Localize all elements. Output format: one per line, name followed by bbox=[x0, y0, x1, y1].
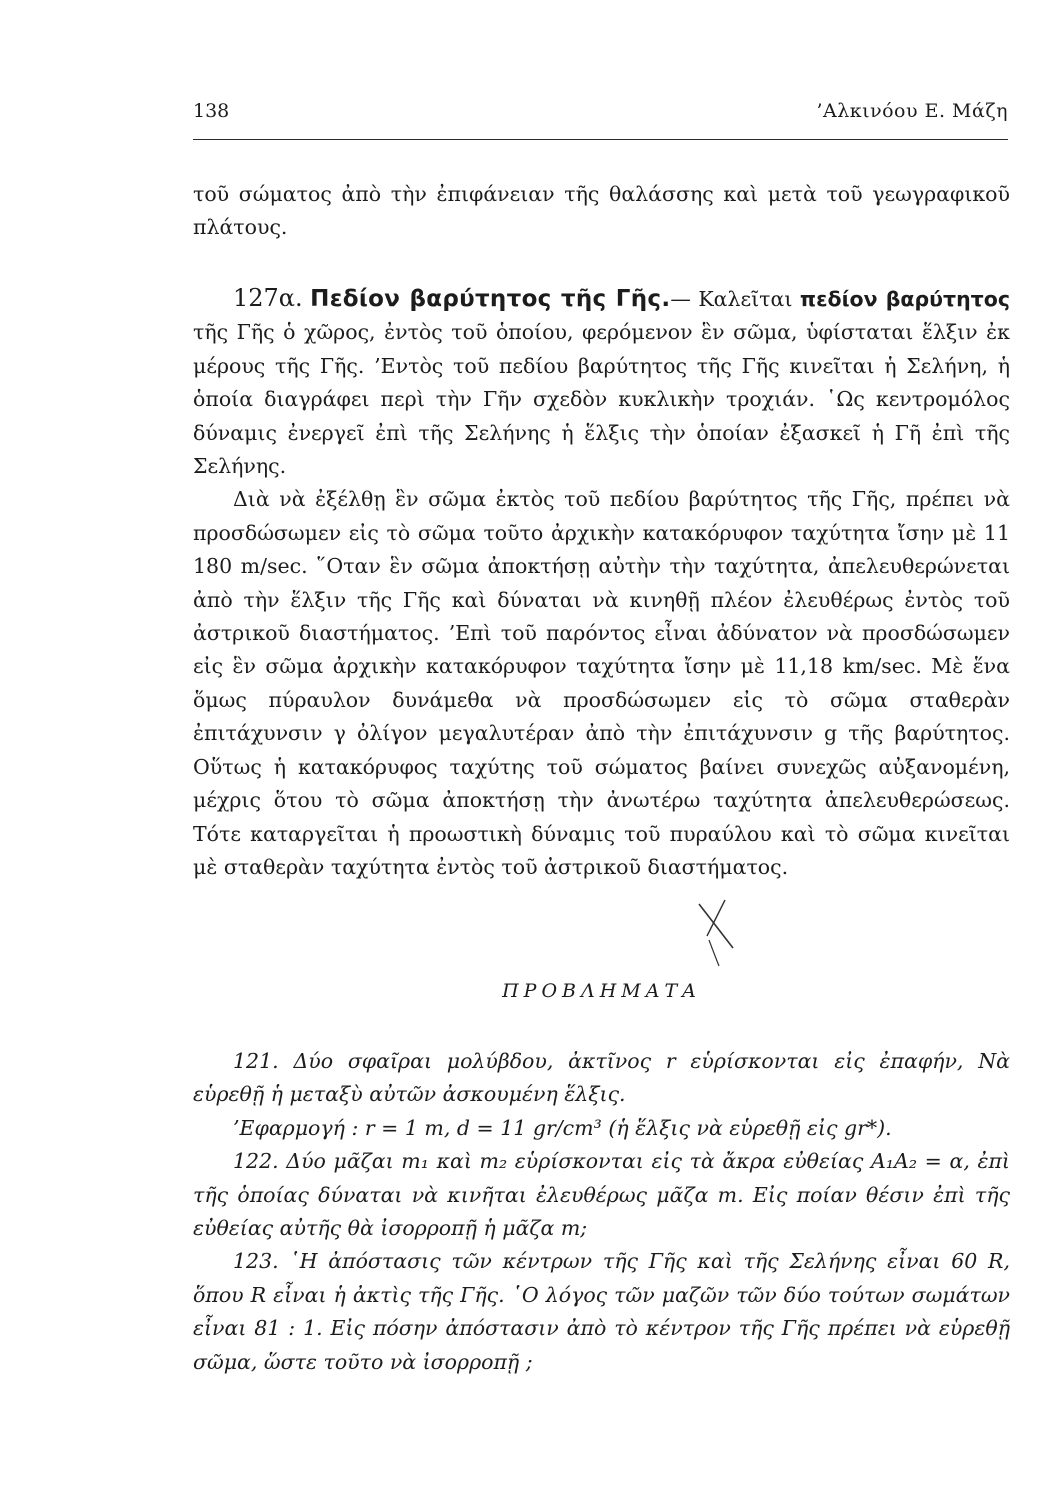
intro-paragraph bbox=[193, 178, 1010, 245]
section-term: πεδίον βαρύτητος bbox=[799, 287, 1010, 311]
section-paragraph-1 bbox=[193, 282, 1010, 483]
problem-123 bbox=[193, 1245, 1010, 1379]
page-header bbox=[193, 100, 1008, 130]
problem-number: 122. bbox=[233, 1149, 279, 1174]
problem-number: 121. bbox=[233, 1049, 279, 1073]
problem-text: Δύο μᾶζαι m₁ καὶ m₂ εὑρίσκονται εἰς τὰ ἄκρα εὐθείας A₁A₂ = α, ἐπὶ τῆς ὁποίας δύναται νὰ κινῆται ἐλευθέρως μᾶζα m. Εἰς ποίαν θέσιν ἐπὶ τῆς εὐθείας αὐτῆς θὰ ἰσορροπῇ ἡ μᾶζα m; bbox=[193, 1149, 1010, 1241]
section-127a bbox=[193, 282, 1010, 884]
intro-text: τοῦ σώματος ἀπὸ τὴν ἐπιφάνειαν τῆς θαλάσσης καὶ μετὰ τοῦ γεωγραφικοῦ πλάτους. bbox=[193, 182, 1010, 240]
problem-122 bbox=[193, 1145, 1010, 1245]
problems-list bbox=[193, 1045, 1010, 1379]
problems-heading: ΠΡΟΒΛΗΜΑΤΑ bbox=[502, 980, 701, 1002]
problem-number: 123. bbox=[233, 1249, 279, 1274]
problem-121 bbox=[193, 1045, 1010, 1112]
page-number: 138 bbox=[193, 100, 230, 122]
pencil-mark bbox=[695, 896, 739, 968]
section-text-b: τῆς Γῆς ὁ χῶρος, ἐντὸς τοῦ ὁποίου, φερόμενον ἓν σῶμα, ὑφίσταται ἕλξιν ἐκ μέρους τῆς Γῆς. ’Εντὸς τοῦ πεδίου βαρύτητος τῆς Γῆς κινεῖται ἡ Σελήνη, ἡ ὁποία διαγράφει περὶ τὴν Γῆν σχεδὸν κυκλικὴν τροχιάν. ῾Ως κεντρομόλος δύναμις ἐνεργεῖ ἐπὶ τῆς Σελήνης ἡ ἕλξις τὴν ὁποίαν ἐξασκεῖ ἡ Γῆ ἐπὶ τῆς Σελήνης. bbox=[193, 320, 1010, 479]
problem-121-application: ’Εφαρμογή : r = 1 m, d = 11 gr/cm³ (ἡ ἕλξις νὰ εὑρεθῇ εἰς gr*). bbox=[233, 1115, 892, 1140]
problem-text: ῾Η ἀπόστασις τῶν κέντρων τῆς Γῆς καὶ τῆς Σελήνης εἶναι 60 R, ὅπου R εἶναι ἡ ἀκτὶς τῆς Γῆς. ῾Ο λόγος τῶν μαζῶν τῶν δύο τούτων σωμάτων εἶναι 81 : 1. Εἰς πόσην ἀπόστασιν ἀπὸ τὸ κέντρον τῆς Γῆς πρέπει νὰ εὑρεθῇ σῶμα, ὥστε τοῦτο νὰ ἰσορροπῇ ; bbox=[193, 1249, 1010, 1374]
section-paragraph-2: Διὰ νὰ ἐξέλθῃ ἓν σῶμα ἐκτὸς τοῦ πεδίου βαρύτητος τῆς Γῆς, πρέπει νὰ προσδώσωμεν εἰς τὸ σῶμα τοῦτο ἀρχικὴν κατακόρυφον ταχύτητα ἴσην μὲ 11 180 m/sec. ῞Οταν ἓν σῶμα ἀποκτήσῃ αὐτὴν τὴν ταχύτητα, ἀπελευθερώνεται ἀπὸ τὴν ἕλξιν τῆς Γῆς καὶ δύναται νὰ κινηθῇ πλέον ἐλευθέρως ἐντὸς τοῦ ἀστρικοῦ διαστήματος. ’Επὶ τοῦ παρόντος εἶναι ἀδύνατον νὰ προσδώσωμεν εἰς ἓν σῶμα ἀρχικὴν κατακόρυφον ταχύτητα ἴσην μὲ 11,18 km/sec. Μὲ ἕνα ὅμως πύραυλον δυνάμεθα νὰ προσδώσωμεν εἰς τὸ σῶμα σταθερὰν ἐπιτάχυνσιν γ ὀλίγον μεγαλυτέραν ἀπὸ τὴν ἐπιτάχυνσιν g τῆς βαρύτητος. Οὕτως ἡ κατακόρυφος ταχύτης τοῦ σώματος βαίνει συνεχῶς αὐξανομένη, μέχρις ὅτου τὸ σῶμα ἀποκτήσῃ τὴν ἀνωτέρω ταχύτητα ἀπελευθερώσεως. Τότε καταργεῖται ἡ προωστικὴ δύναμις τοῦ πυραύλου καὶ τὸ σῶμα κινεῖται μὲ σταθερὰν ταχύτητα ἐντὸς τοῦ ἀστρικοῦ διαστήματος. bbox=[193, 487, 1010, 879]
header-rule bbox=[193, 139, 1008, 140]
section-number: 127α. bbox=[233, 284, 303, 312]
running-head-author: ’Αλκινόου Ε. Μάζη bbox=[816, 100, 1008, 122]
section-text-a: Καλεῖται bbox=[690, 287, 800, 311]
section-title: Πεδίον βαρύτητος τῆς Γῆς. bbox=[310, 286, 671, 312]
section-dash: — bbox=[670, 287, 691, 311]
problem-text: Δύο σφαῖραι μολύβδου, ἀκτῖνος r εὑρίσκονται εἰς ἐπαφήν, Νὰ εὑρεθῇ ἡ μεταξὺ αὐτῶν ἀσκουμένη ἕλξις. bbox=[193, 1049, 1010, 1107]
